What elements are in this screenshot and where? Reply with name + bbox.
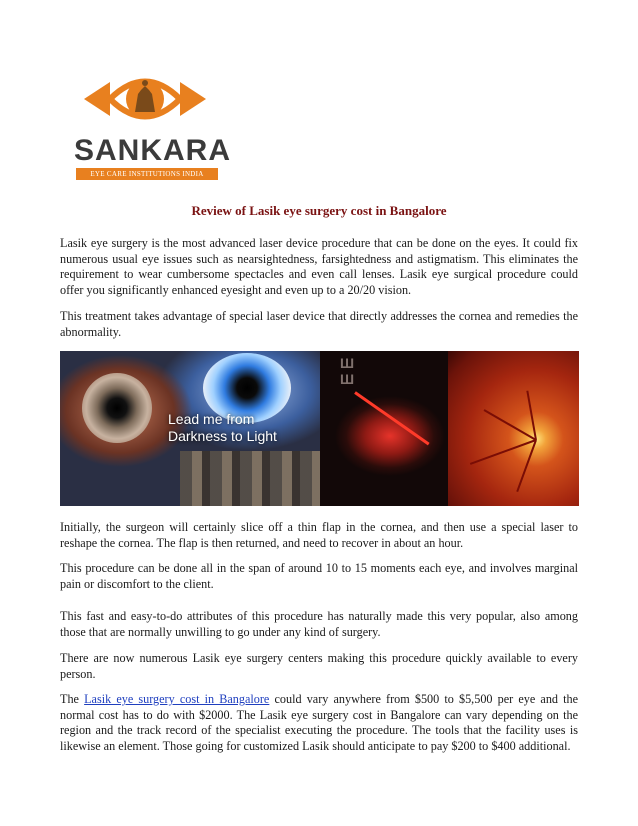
retina-vessel bbox=[484, 409, 537, 441]
cost-prefix: The bbox=[60, 692, 79, 706]
logo-name: SANKARA bbox=[74, 134, 231, 167]
retina-vessel bbox=[526, 391, 537, 441]
paragraph-cost bbox=[60, 692, 578, 755]
brown-eye-icon bbox=[82, 373, 152, 443]
page-title: Review of Lasik eye surgery cost in Bangalore bbox=[191, 203, 447, 218]
banner-panel-laser bbox=[320, 351, 448, 506]
laser-beam-icon bbox=[354, 391, 429, 445]
eye-chart-letters: Ш Ш bbox=[340, 355, 355, 387]
lasik-cost-link[interactable]: Lasik eye surgery cost in Bangalore bbox=[84, 692, 270, 706]
paragraph-duration: This procedure can be done all in the span of around 10 to 15 moments each eye, and involves marginal pain or discomfort to the client. bbox=[60, 561, 578, 591]
banner-tagline bbox=[168, 411, 277, 445]
faces-collage bbox=[180, 451, 320, 506]
banner-panel-retina bbox=[448, 351, 579, 506]
banner-panel-eyes bbox=[60, 351, 320, 506]
paragraph-intro: Lasik eye surgery is the most advanced laser device procedure that can be done on the eyes. It could fix numerous usual eye issues such as nearsightedness, farsightedness and astigmatism. This eliminates the requirement to wear cumbersome spectacles and even call lenses. Lasik eye surgical procedure could offer you significantly enhanced eyesight and even up to a 20/20 vision. bbox=[60, 236, 578, 298]
banner-tagline-line2: Darkness to Light bbox=[168, 428, 277, 444]
retina-vessel bbox=[516, 440, 537, 492]
banner-tagline-line1: Lead me from bbox=[168, 411, 255, 427]
cost-text: could vary anywhere from $500 to $5,500 per eye and the normal cost has to do with $2000. The Lasik eye surgery cost in Bangalore can vary depending on the region and the track record of the specialist executing the procedure. The tools that the facility uses is likewise an element. Those going for customized Lasik should anticipate to pay $200 to $400 additional. bbox=[60, 692, 579, 754]
paragraph-popularity: This fast and easy-to-do attributes of this procedure has naturally made this very popular, also among those that are normally unwilling to go under any kind of surgery. bbox=[60, 609, 578, 639]
sankara-logo bbox=[70, 68, 231, 180]
logo-tagline: EYE CARE INSTITUTIONS INDIA bbox=[76, 168, 218, 180]
paragraph-centers: There are now numerous Lasik eye surgery centers making this procedure quickly available to every person. bbox=[60, 651, 578, 681]
paragraph-treatment: This treatment takes advantage of special laser device that directly addresses the cornea and remedies the abnormality. bbox=[60, 309, 578, 339]
sun-eye-emblem-icon bbox=[80, 68, 210, 130]
eye-banner-image bbox=[60, 351, 579, 506]
paragraph-procedure: Initially, the surgeon will certainly slice off a thin flap in the cornea, and then use a special laser to reshape the cornea. The flap is then returned, and need to recover in about an hour. bbox=[60, 520, 578, 550]
